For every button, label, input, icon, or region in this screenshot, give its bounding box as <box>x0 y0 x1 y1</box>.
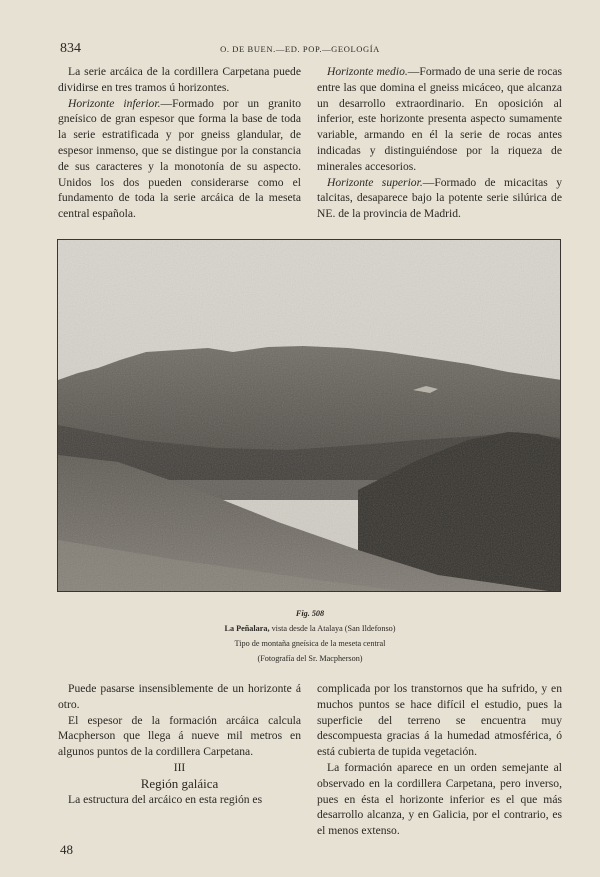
figure-caption <box>120 606 500 666</box>
paragraph: La estructura del arcáico en esta región es <box>68 792 263 806</box>
mountain-photograph <box>57 239 561 592</box>
figure-title: La Peñalara, <box>224 624 270 633</box>
paragraph: La serie arcáica de la cordillera Carpetana puede dividirse en tres tramos ú horizontes. <box>58 65 301 94</box>
bottom-left-column <box>58 681 301 807</box>
horizon-text: —Formado de micacitas y talcitas, desaparece bajo la potente serie silúrica de NE. de la provincia de Madrid. <box>317 175 562 221</box>
running-head: O. DE BUEN.—ED. POP.—GEOLOGÍA <box>220 44 380 54</box>
mountain-landscape-image <box>58 240 561 592</box>
paragraph: La formación aparece en un orden semejante al observado en la cordillera Carpetana, pero inverso, pues en ésta el horizonte inferior es el que más desarrollo alcanza, y en Galicia, por el contrario, es el menos extenso. <box>317 760 562 838</box>
page-number: 834 <box>60 41 81 56</box>
top-right-column <box>317 64 562 222</box>
bottom-right-column <box>317 681 562 839</box>
horizon-label: Horizonte superior. <box>327 175 423 189</box>
section-number: III <box>173 760 186 774</box>
horizon-label: Horizonte medio. <box>327 65 408 78</box>
caption-line <box>120 621 500 636</box>
caption-text: vista desde la Atalaya (San Ildefonso) <box>269 624 396 633</box>
paragraph: Puede pasarse insensiblemente de un horizonte á otro. <box>58 682 301 711</box>
top-left-column <box>58 64 301 222</box>
paragraph: El espesor de la formación arcáica calcula Macpherson que llega á nueve mil metros en algunos puntos de la cordillera Carpetana. <box>58 713 301 759</box>
horizon-text: —Formado de una serie de rocas entre las que domina el gneiss micáceo, que alcanza un desarrollo extraordinario. En oposición al inferior, este horizonte presenta aspecto sumamente variable, armando en él la serie de rocas antes indicadas y distinguiéndose por la riqueza de minerales accesorios. <box>317 65 563 173</box>
figure-number: Fig. 508 <box>295 609 325 618</box>
paragraph <box>317 64 562 175</box>
paragraph <box>317 175 562 222</box>
section-title: Región galáica <box>140 775 219 791</box>
horizon-label: Horizonte inferior. <box>68 96 161 110</box>
caption-credit: (Fotografía del Sr. Macpherson) <box>257 654 363 663</box>
paragraph: complicada por los transtornos que ha sufrido, y en muchos puntos se hace difícil el estudio, pues la superficie del terreno se encuentra muy descompuesta gracias á la humedad atmosférica, ó está cubierta de tupida vegetación. <box>317 682 562 759</box>
signature-mark: 48 <box>60 842 73 857</box>
caption-line: Tipo de montaña gneísica de la meseta central <box>234 639 386 648</box>
horizon-text: —Formado por un granito gneísico de gran espesor que forma la base de toda la serie estratificada y por gneiss glandular, de espesor inmenso, que se distingue por la constancia de sus caracteres y la monotonía de su aspecto. Unidos los dos pueden considerarse como el fundamento de toda la serie arcáica de la meseta central española. <box>58 96 301 221</box>
paragraph <box>58 96 301 222</box>
